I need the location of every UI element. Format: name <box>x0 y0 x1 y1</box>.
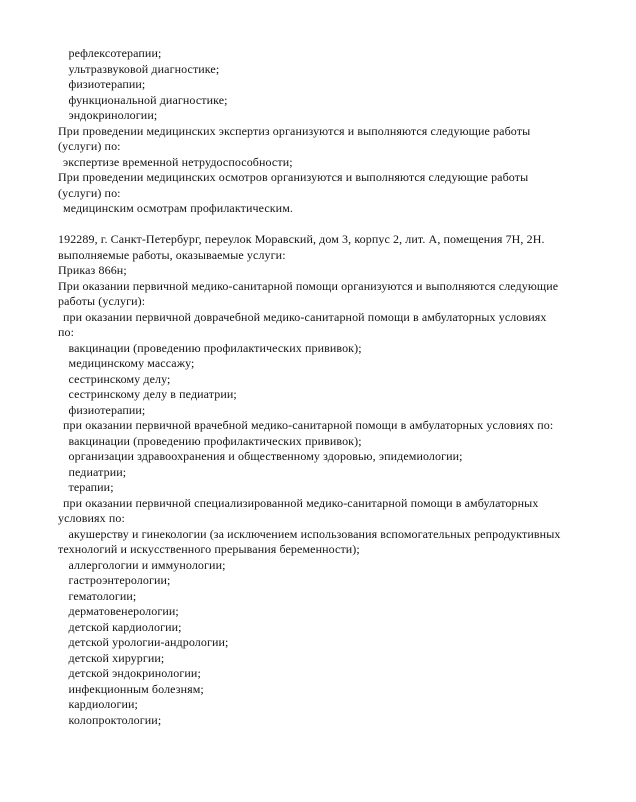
text-line: медицинским осмотрам профилактическим. <box>63 201 294 215</box>
text-line: гематологии; <box>68 588 137 603</box>
text-line: дерматовенерологии; <box>68 604 179 618</box>
text-line: инфекционным болезням; <box>68 681 204 696</box>
text-line: педиатрии; <box>68 464 127 479</box>
text-line: ультразвуковой диагностике; <box>68 61 220 76</box>
text-line: При оказании первичной медико-санитарной помощи организуются и выполняются следующие <box>58 278 559 293</box>
text-line: экспертизе временной нетрудоспособности; <box>63 154 293 169</box>
text-line: детской урологии-андрологии; <box>68 635 229 649</box>
text-line: выполняемые работы, оказываемые услуги: <box>58 247 286 262</box>
text-line: медицинскому массажу; <box>68 356 195 370</box>
text-line: организации здравоохранения и общественному здоровью, эпидемиологии; <box>68 449 463 463</box>
text-line: эндокринологии; <box>68 108 158 122</box>
text-line: технологий и искусственного прерывания беременности); <box>58 542 360 556</box>
text-line: терапии; <box>68 480 114 494</box>
text-line: физиотерапии; <box>68 402 146 417</box>
text-line: по: <box>58 325 75 339</box>
text-line: (услуги) по: <box>58 185 121 200</box>
text-line: 192289, г. Санкт-Петербург, переулок Моравский, дом 3, корпус 2, лит. А, помещения 7Н, 2Н. <box>58 232 545 246</box>
text-line: условиях по: <box>58 511 125 525</box>
document-body <box>58 46 630 728</box>
text-line: акушерству и гинекологии (за исключением использования вспомогательных репродуктивных <box>68 526 561 541</box>
text-line: детской кардиологии; <box>68 619 182 634</box>
text-line: при оказании первичной доврачебной медико-санитарной помощи в амбулаторных условиях <box>63 309 547 324</box>
text-line: гастроэнтерологии; <box>68 573 171 587</box>
text-line: при оказании первичной специализированной медико-санитарной помощи в амбулаторных <box>63 495 539 510</box>
text-line: (услуги) по: <box>58 139 121 153</box>
text-line: аллергологии и иммунологии; <box>68 557 226 572</box>
text-line: сестринскому делу; <box>68 371 171 386</box>
text-line: При проведении медицинских экспертиз организуются и выполняются следующие работы <box>58 123 531 138</box>
text-line: При проведении медицинских осмотров организуются и выполняются следующие работы <box>58 170 529 184</box>
text-line: вакцинации (проведению профилактических прививок); <box>68 340 362 355</box>
text-line: детской хирургии; <box>68 650 165 665</box>
text-line: вакцинации (проведению профилактических прививок); <box>68 433 362 448</box>
text-line: физиотерапии; <box>68 77 146 91</box>
text-line: сестринскому делу в педиатрии; <box>68 387 237 401</box>
text-line: колопроктологии; <box>68 712 162 727</box>
text-line: кардиологии; <box>68 697 138 711</box>
text-line: рефлексотерапии; <box>68 46 162 60</box>
text-line: Приказ 866н; <box>58 263 127 277</box>
text-line: при оказании первичной врачебной медико-санитарной помощи в амбулаторных условиях по: <box>63 418 554 432</box>
text-line: работы (услуги): <box>58 294 146 308</box>
blank-line <box>58 217 630 233</box>
text-line: детской эндокринологии; <box>68 666 201 680</box>
text-line: функциональной диагностике; <box>68 92 228 107</box>
